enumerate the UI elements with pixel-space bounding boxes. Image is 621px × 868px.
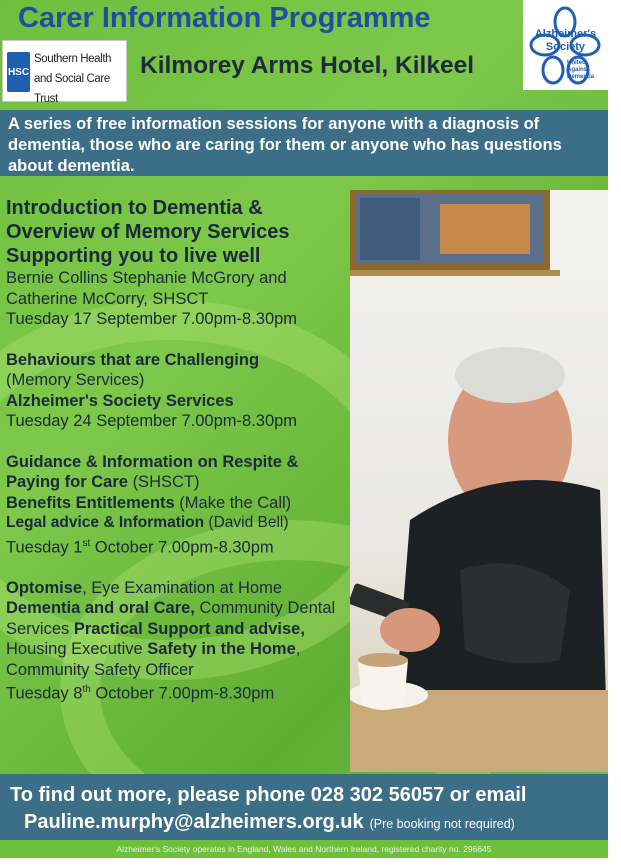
alzheimers-society-logo [523,0,608,90]
session-2 [6,350,351,432]
session-3-legal: Legal advice & Information [6,514,205,531]
hsc-badge: HSC [7,52,30,92]
session-4-oral-care-provider: Community Dental Services [6,599,336,638]
az-logo-name: Alzheimer's Society [534,28,597,53]
session-3-benefits: Benefits Entitlements [6,493,175,512]
az-logo-tagline: United Against Dementia [567,60,595,80]
session-1-heading-line3: Supporting you to live well [6,245,261,267]
session-4-practical-provider: Housing Executive [6,640,148,658]
session-3-legal-provider: (David Bell) [208,514,289,531]
hsc-logo [2,40,127,105]
session-3-date-suffix: st [82,537,91,549]
session-1-date: Tuesday 17 September 7.00pm-8.30pm [6,310,298,328]
venue-title: Kilmorey Arms Hotel, Kilkeel [140,52,475,79]
session-3-date-day: Tuesday 1 [6,538,83,556]
booking-note: (Pre booking not required) [369,817,515,831]
contact-phone-line: To find out more, please phone 028 302 56057 or email [10,784,527,806]
charity-notice: Alzheimer's Society operates in England, Wales and Northern Ireland, registered charity no. 296645 [0,840,608,858]
session-4-oral-care: Dementia and oral Care, [6,599,195,617]
programme-title: Carer Information Programme [18,2,431,34]
session-3-benefits-provider: (Make the Call) [179,493,292,512]
session-4-safety-provider: , Community Safety Officer [6,640,301,679]
session-2-date: Tuesday 24 September 7.00pm-8.30pm [6,412,298,430]
session-4-safety: Safety in the Home [147,640,296,658]
session-2-title: Behaviours that are Challenging [6,350,260,369]
hsc-trust-name: Southern Health and Social Care Trust [34,53,112,105]
photo-illustration [350,190,608,772]
session-3 [6,452,351,558]
contact-email[interactable]: Pauline.murphy@alzheimers.org.uk [24,811,364,833]
session-4-practical-support: Practical Support and advise, [73,619,305,638]
session-1 [6,196,351,330]
session-4-date-time: October 7.00pm-8.30pm [90,684,275,703]
session-4-optomise: Optomise [6,578,83,597]
session-3-provider: (SHSCT) [132,473,200,491]
session-3-date-time: October 7.00pm-8.30pm [90,538,274,556]
session-3-date [6,534,351,558]
intro-band [0,110,608,176]
session-1-speakers: Bernie Collins Stephanie McGrory and Catherine McCorry, SHSCT [6,269,287,308]
sessions-list [6,196,351,724]
session-4-date-day: Tuesday 8 [6,684,83,703]
contact-email-line [24,811,515,834]
session-4-date [6,680,351,704]
session-4 [6,578,351,705]
session-4-date-suffix: th [82,684,91,695]
session-1-heading-line1: Introduction to Dementia & [6,197,263,219]
session-2-subtitle: Alzheimer's Society Services [6,391,234,410]
intro-text: A series of free information sessions for anyone with a diagnosis of dementia, those who are caring for them or anyone who has questions about dementia. [8,115,562,175]
session-4-optomise-desc: , Eye Examination at Home [82,578,283,597]
session-3-title: Guidance & Information on Respite & Paying for Care [6,452,299,491]
session-1-heading-line2: Overview of Memory Services [6,221,290,243]
photo-man-with-phone [350,190,608,772]
session-2-provider: (Memory Services) [6,371,145,389]
contact-footer [0,774,608,840]
